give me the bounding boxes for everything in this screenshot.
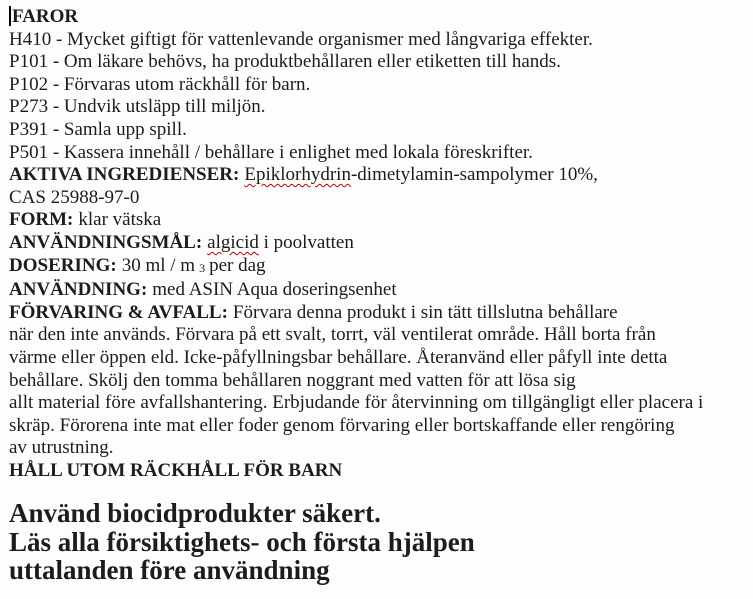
hazard-statement: P102 - Förvaras utom räckhåll för barn. [9,73,311,95]
cas-number-line: CAS 25988-97-0 [9,186,140,208]
hazard-statement: P391 - Samla upp spill. [9,118,187,140]
storage-line: av utrustning. [9,437,114,459]
usage-line [9,279,753,302]
dosage-value-suffix: per dag [209,254,266,276]
usage-label: ANVÄNDNING: [9,279,148,301]
footer-line: Läs alla försiktighets- och första hjälpen [9,526,475,557]
storage-first-line [9,302,753,325]
dosage-line [9,255,753,280]
hazard-statement: P101 - Om läkare behövs, ha produktbehållaren eller etiketten till hands. [9,51,561,73]
form-label: FORM: [9,209,74,231]
hazard-statement: P273 - Undvik utsläpp till miljön. [9,96,266,118]
hazard-statement: P501 - Kassera innehåll / behållare i enlighet med lokala föreskrifter. [9,141,533,163]
hazards-title-line [9,6,753,29]
usage-value: med ASIN Aqua doseringsenhet [152,279,397,301]
storage-line: skräp. Förorena inte mat eller foder genom förvaring eller bortskaffande eller rengöring [9,414,675,436]
active-ingredients-line [9,164,753,187]
text-cursor [9,6,11,26]
storage-line: allt material före avfallshantering. Erbjudande för återvinning om tillgängligt eller placera i [9,392,704,414]
storage-line: när den inte används. Förvara på ett svalt, torrt, väl ventilerat område. Håll borta från [9,324,656,346]
misspelled-word: algicid [207,231,259,253]
footer-line: Använd biocidprodukter säkert. [9,498,381,529]
hazard-statement: H410 - Mycket giftigt för vattenlevande organismer med långvariga effekter. [9,28,593,50]
dosage-subscript: 3 [199,260,206,275]
purpose-rest: i poolvatten [258,231,354,253]
storage-label: FÖRVARING & AVFALL: [9,301,228,323]
dosage-label: DOSERING: [9,254,117,276]
footer-line: uttalanden före användning [9,555,330,586]
storage-first-text: Förvara denna produkt i sin tätt tillslutna behållare [232,301,618,323]
keep-away-line: HÅLL UTOM RÄCKHÅLL FÖR BARN [9,459,343,481]
safety-footer [9,499,753,585]
active-ingredients-label: AKTIVA INGREDIENSER: [9,164,240,186]
storage-line: behållare. Skölj den tomma behållaren noggrant med vatten för att lösa sig [9,369,576,391]
storage-line: värme eller öppen eld. Icke-påfyllningsbar behållare. Återanvänd eller påfyll inte detta [9,346,668,368]
dosage-value-prefix: 30 ml / m [121,254,196,276]
purpose-line [9,232,753,255]
purpose-label: ANVÄNDNINGSMÅL: [9,231,203,253]
misspelled-word: Epiklorhydrin [244,164,351,186]
form-line [9,209,753,232]
form-value: klar vätska [78,209,162,231]
active-ingredients-rest: -dimetylamin-sampolymer 10%, [350,164,598,186]
hazards-title: FAROR [12,6,79,27]
